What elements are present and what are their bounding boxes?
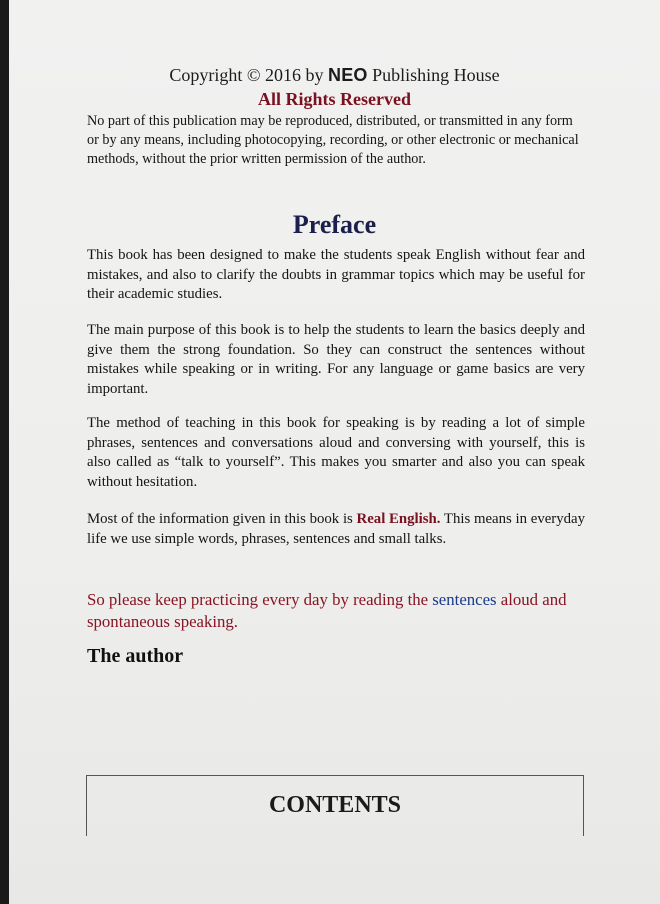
preface-paragraph-4: [87, 510, 585, 549]
publisher-name: NEO: [328, 65, 368, 85]
p4-text-before: Most of the information given in this book is: [87, 511, 357, 527]
copyright-line: [9, 65, 660, 86]
copyright-prefix: Copyright © 2016 by: [169, 65, 329, 85]
preface-title: Preface: [292, 210, 377, 239]
sentences-highlight: sentences: [432, 590, 497, 609]
book-page: [9, 0, 660, 904]
preface-paragraph-1: This book has been designed to make the students speak English without fear and mistakes, and also to clarify the doubts in grammar topics which may be useful for their academic studies.: [87, 247, 585, 303]
closing-text-after: aloud and spontaneous speaking.: [87, 590, 567, 631]
author-signature: The author: [87, 645, 184, 667]
legal-notice: No part of this publication may be reproduced, distributed, or transmitted in any form or by any means, including photocopying, recording, or other electronic or mechanical methods, without the prior written permission of the author.: [87, 113, 579, 167]
closing-note: [87, 589, 585, 633]
contents-box: [86, 775, 584, 836]
contents-heading: CONTENTS: [268, 792, 402, 818]
preface-paragraph-3: The method of teaching in this book for speaking is by reading a lot of simple phrases, sentences and conversations aloud and conversing with yourself, this is also called as “talk to yourself”. This makes you smarter and also you can speak without hesitation.: [87, 415, 585, 490]
closing-text-before: So please keep practicing every day by reading the: [87, 590, 433, 609]
preface-paragraph-2: The main purpose of this book is to help the students to learn the basics deeply and give them the strong foundation. So they can construct the sentences without mistakes while speaking or in writing. For any language or game basics are very important.: [87, 322, 585, 397]
p4-text-after: This means in everyday life we use simple words, phrases, sentences and small talks.: [87, 511, 585, 547]
copyright-suffix: Publishing House: [367, 65, 500, 85]
page-left-edge: [0, 0, 9, 904]
rights-reserved: All Rights Reserved: [258, 89, 411, 109]
real-english-highlight: Real English.: [356, 511, 441, 527]
